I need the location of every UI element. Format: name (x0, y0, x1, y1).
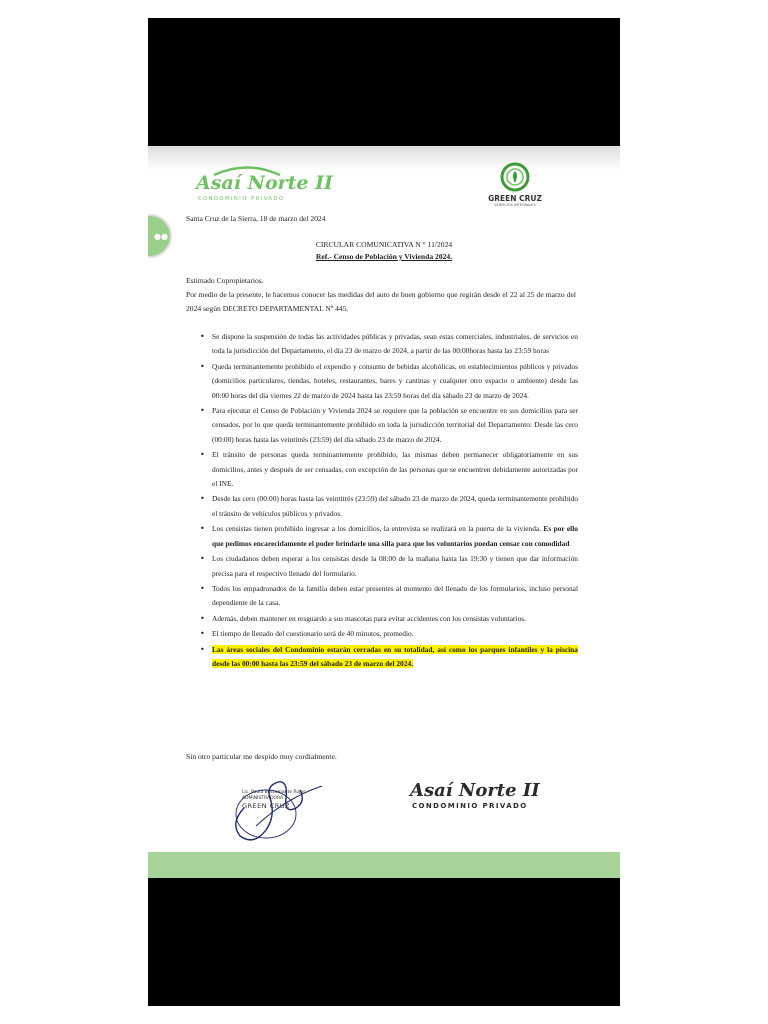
circular-reference: Ref.- Censo de Población y Vivienda 2024. (315, 252, 453, 261)
list-item-highlighted (184, 643, 578, 672)
signer-company: GREEN CRUZ (242, 802, 290, 810)
footer-green-band (148, 852, 620, 878)
leaf-emblem-icon (500, 162, 530, 192)
green-cruz-logo (480, 162, 550, 210)
signature-block (226, 768, 336, 848)
signer-role: ADMINISTRADORA (242, 796, 284, 801)
logo-name: Asaí Norte II (410, 780, 540, 801)
list-item: • Además, deben mantener en resguardo a sus mascotas para evitar accidentes con los censistas voluntarios. (184, 612, 578, 626)
list-item: • El tiempo de llenado del cuestionario será de 40 minutos, promedio. (184, 627, 578, 641)
list-item: • Se dispone la suspensión de todas las actividades públicas y privadas, sean estas comerciales, industriales, de servicios en toda la jurisdicción del Departamento, el día 23 de marzo de 2024, a partir de las 00:00horas hasta las 23:59 horas (184, 330, 578, 359)
closing-line: Sin otro particular me despido muy cordialmente. (186, 752, 337, 761)
document-page (148, 146, 620, 878)
list-item: • Para ejecutar el Censo de Población y Vivienda 2024 se requiere que la población se encuentre en sus domicilios para ser censados, por lo que queda terminantemente prohibido en toda la jurisdicción territorial del Departamento: Desde las cero (00:00) horas hasta las veintitrés (23:59) del día sábado 23 de marzo de 2024. (184, 404, 578, 447)
list-item: • Queda terminantemente prohibido el expendio y consumo de bebidas alcohólicas, en establecimientos públicos y privados (domicilios particulares, tiendas, hoteles, restaurantes, bares y cantinas y cualquier otro espacio o ambiente) desde las 00:00 horas del día viernes 22 de marzo de 2024 hasta las 23:59 horas del día sábado 23 de marzo de 2024. (184, 360, 578, 403)
list-item: • El tránsito de personas queda terminantemente prohibido, las mismas deben permanecer obligatoriamente en sus domicilios, antes y después de ser censadas, con excepción de las personas que se encuentren debidamente autorizadas por el INE. (184, 448, 578, 491)
logo-subtitle: CONDOMINIO PRIVADO (412, 802, 528, 810)
place-date: Santa Cruz de la Sierra, 18 de marzo del 2024 (186, 214, 326, 223)
bold-request: Es por ello que pedimos encarecidamente el poder brindarle una silla para que los voluntarios puedan censar con comodidad (212, 524, 578, 548)
greeting: Estimado Copropietarios. (186, 276, 264, 285)
list-item: • Todos los empadronados de la familia deben estar presentes al momento del llenado de los formularios, incluso personal dependiente de la casa. (184, 582, 578, 611)
signer-name: Lic. Paula Bustamante Rojas (242, 790, 306, 795)
measures-list (184, 330, 578, 672)
logo-name: Asaí Norte II (196, 172, 333, 194)
highlighted-notice: Las áreas sociales del Condominio estarán cerradas en su totalidad, así como los parques infantiles y la piscina desde las 00:00 hasta las 23:59 del sábado 23 de marzo del 2024. (212, 644, 578, 668)
signature-text (242, 790, 305, 810)
logo-name: GREEN CRUZ (488, 194, 542, 203)
logo-subtitle: SERVICIOS INTEGRALES (494, 203, 536, 207)
list-item: • Desde las cero (00:00) horas hasta las veintitrés (23:59) del sábado 23 de marzo de 2024, queda terminantemente prohibido el tránsito de vehículos públicos y privados. (184, 492, 578, 521)
list-item: • Los censistas tienen prohibido ingresar a los domicilios, la entrevista se realizará en la puerta de la vivienda. Es por ello que pedimos encarecidamente el poder brindarle una silla para que los voluntarios puedan censar con comodidad (184, 522, 578, 551)
asai-norte-logo (192, 164, 333, 204)
logo-subtitle: CONDOMINIO PRIVADO (198, 196, 285, 202)
list-item: • Los ciudadanos deben esperar a los censistas desde la 08:00 de la mañana hasta las 19:30 y tienen que dar información precisa para el respectivo llenado del formulario. (184, 552, 578, 581)
footer-logo (406, 780, 540, 820)
intro-paragraph: Por medio de la presente, le hacemos conocer las medidas del auto de buen gobierno que regirán desde el 22 al 25 de marzo del 2024 según DECRETO DEPARTAMENTAL Nº 445. (186, 290, 576, 313)
circular-title: CIRCULAR COMUNICATIVA N ° 11/2024 (315, 240, 453, 249)
dots-icon: ●● (154, 232, 168, 241)
